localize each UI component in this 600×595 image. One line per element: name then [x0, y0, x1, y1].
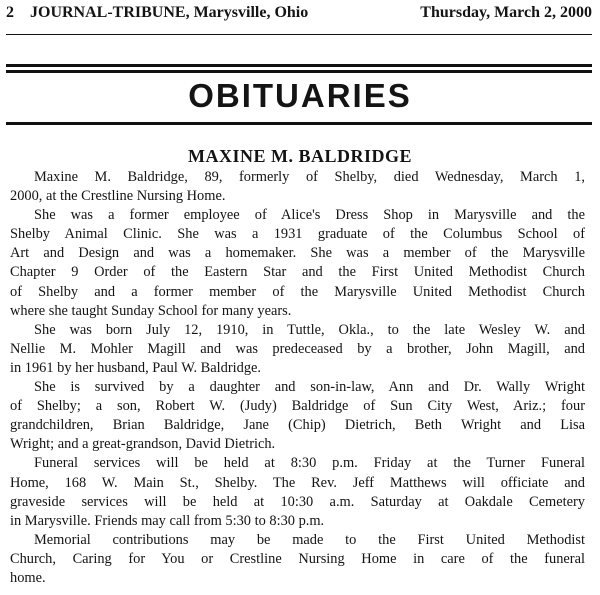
issue-date: Thursday, March 2, 2000	[420, 4, 592, 21]
text-line: Nellie M. Mohler Magill and was predeceased by a brother, John Magill, and	[10, 340, 585, 357]
text-line: She is survived by a daughter and son-in-law, Ann and Dr. Wally Wright	[34, 379, 585, 396]
text-line: Memorial contributions may be made to the First United Methodist	[34, 531, 585, 548]
text-line: home.	[10, 569, 46, 586]
obituary-paragraph	[10, 321, 585, 378]
text-line: Shelby Animal Clinic. She was a 1931 graduate of the Columbus School of	[10, 226, 585, 243]
obituary-paragraph	[10, 168, 585, 206]
masthead	[6, 4, 592, 26]
text-line: She was a former employee of Alice's Dress Shop in Marysville and the	[34, 207, 585, 224]
section-rule-top-second	[6, 70, 592, 73]
obituary-paragraph	[10, 531, 585, 588]
text-line: Funeral services will be held at 8:30 p.m. Friday at the Turner Funeral	[34, 455, 585, 472]
obituary-paragraph	[10, 454, 585, 530]
newspaper-name: JOURNAL-TRIBUNE, Marysville, Ohio	[30, 4, 309, 21]
text-line: grandchildren, Brian Baldridge, Jane (Chip) Dietrich, Beth Wright and Lisa	[10, 417, 585, 434]
masthead-divider	[6, 34, 592, 35]
text-line: Maxine M. Baldridge, 89, formerly of Shelby, died Wednesday, March 1,	[34, 169, 585, 185]
text-line: Art and Design and was a homemaker. She was a member of the Marysville	[10, 245, 585, 262]
text-line: graveside services will be held at 10:30 a.m. Saturday at Oakdale Cemetery	[10, 493, 585, 510]
section-title: OBITUARIES	[188, 77, 412, 114]
text-line: Church, Caring for You or Crestline Nursing Home in care of the funeral	[10, 550, 585, 567]
text-line: in 1961 by her husband, Paul W. Baldridge.	[10, 359, 262, 376]
text-line: Wright; and a great-grandson, David Dietrich.	[10, 436, 276, 453]
text-line: where she taught Sunday School for many years.	[10, 302, 292, 319]
text-line: in Marysville. Friends may call from 5:30 to 8:30 p.m.	[10, 512, 325, 529]
text-line: Home, 168 W. Main St., Shelby. The Rev. Jeff Matthews will officiate and	[10, 474, 585, 491]
page-number: 2	[6, 4, 14, 21]
obituary-paragraph	[10, 378, 585, 454]
obituary-body	[10, 168, 585, 588]
section-rule-top	[6, 64, 592, 67]
text-line: 2000, at the Crestline Nursing Home.	[10, 188, 226, 205]
section-rule-bottom	[6, 122, 592, 125]
text-line: of Shelby; a son, Robert W. (Judy) Baldridge of Sun City West, Ariz.; four	[10, 398, 585, 415]
obituary-headline: MAXINE M. BALDRIDGE	[187, 146, 412, 166]
text-line: Chapter 9 Order of the Eastern Star and the First United Methodist Church	[10, 264, 585, 281]
text-line: She was born July 12, 1910, in Tuttle, Okla., to the late Wesley W. and	[34, 321, 585, 338]
obituary-paragraph	[10, 206, 585, 321]
text-line: of Shelby and a former member of the Marysville United Methodist Church	[10, 283, 585, 300]
